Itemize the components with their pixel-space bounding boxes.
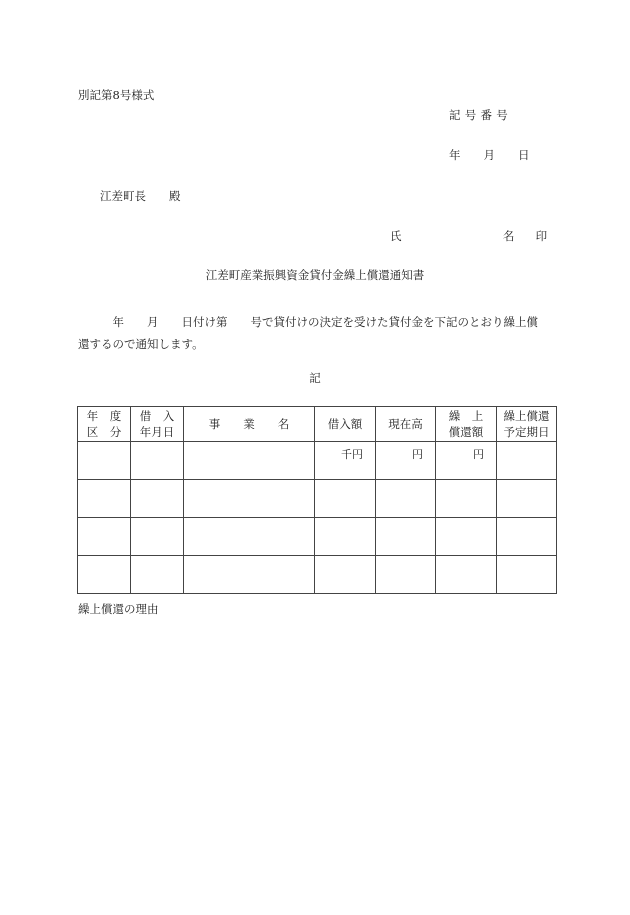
header-prepayment-due-date: 繰上償還 予定期日 bbox=[497, 407, 557, 442]
table-cell bbox=[497, 556, 557, 594]
name-label-first: 氏 bbox=[390, 229, 402, 243]
table-cell bbox=[78, 518, 131, 556]
table-cell bbox=[376, 556, 436, 594]
table-cell bbox=[131, 480, 184, 518]
table-cell bbox=[184, 480, 315, 518]
prepayment-reason-label: 繰上償還の理由 bbox=[78, 602, 159, 616]
body-line-2: 還するので通知します。 bbox=[78, 337, 204, 351]
header-prepayment-amount: 繰 上 償還額 bbox=[436, 407, 497, 442]
sender-name-line bbox=[390, 231, 547, 243]
table-cell bbox=[131, 442, 184, 480]
table-cell bbox=[436, 556, 497, 594]
table-cell bbox=[436, 518, 497, 556]
form-number-label: 別記第8号様式 bbox=[78, 88, 155, 102]
table-cell bbox=[376, 518, 436, 556]
header-borrowed-amount: 借入額 bbox=[315, 407, 376, 442]
name-label-last: 名 bbox=[502, 229, 515, 243]
table-row bbox=[78, 480, 557, 518]
table-row bbox=[78, 556, 557, 594]
header-fiscal-year: 年 度 区 分 bbox=[78, 407, 131, 442]
issue-date: 年 月 日 bbox=[449, 148, 530, 162]
ki-heading: 記 bbox=[309, 371, 321, 385]
header-business-name: 事 業 名 bbox=[184, 407, 315, 442]
table-cell bbox=[131, 556, 184, 594]
table-row bbox=[78, 442, 557, 480]
table-cell bbox=[376, 480, 436, 518]
table-cell bbox=[131, 518, 184, 556]
table-cell bbox=[184, 556, 315, 594]
body-line-1: 年 月 日付け第 号で貸付けの決定を受けた貸付金を下記のとおり繰上償 bbox=[78, 315, 538, 329]
header-borrow-date: 借 入 年月日 bbox=[131, 407, 184, 442]
table-cell bbox=[315, 480, 376, 518]
addressee: 江差町長 殿 bbox=[100, 189, 181, 203]
seal-mark: 印 bbox=[535, 229, 548, 243]
table-cell bbox=[184, 518, 315, 556]
table-header-row bbox=[78, 407, 557, 442]
table-cell bbox=[78, 442, 131, 480]
table-cell bbox=[436, 480, 497, 518]
table-cell bbox=[497, 480, 557, 518]
table-cell bbox=[497, 442, 557, 480]
body-text bbox=[78, 311, 558, 355]
table-cell bbox=[315, 556, 376, 594]
table-cell bbox=[497, 518, 557, 556]
table-cell bbox=[184, 442, 315, 480]
unit-thousand-yen: 千円 bbox=[315, 442, 376, 480]
reference-number: 記 号 番 号 bbox=[449, 108, 509, 122]
loan-table bbox=[77, 406, 557, 594]
unit-yen: 円 bbox=[376, 442, 436, 480]
header-current-balance: 現在高 bbox=[376, 407, 436, 442]
table-row bbox=[78, 518, 557, 556]
table-cell bbox=[78, 480, 131, 518]
document-title: 江差町産業振興資金貸付金繰上償還通知書 bbox=[205, 268, 425, 282]
table-cell bbox=[78, 556, 131, 594]
unit-yen: 円 bbox=[436, 442, 497, 480]
table-cell bbox=[315, 518, 376, 556]
